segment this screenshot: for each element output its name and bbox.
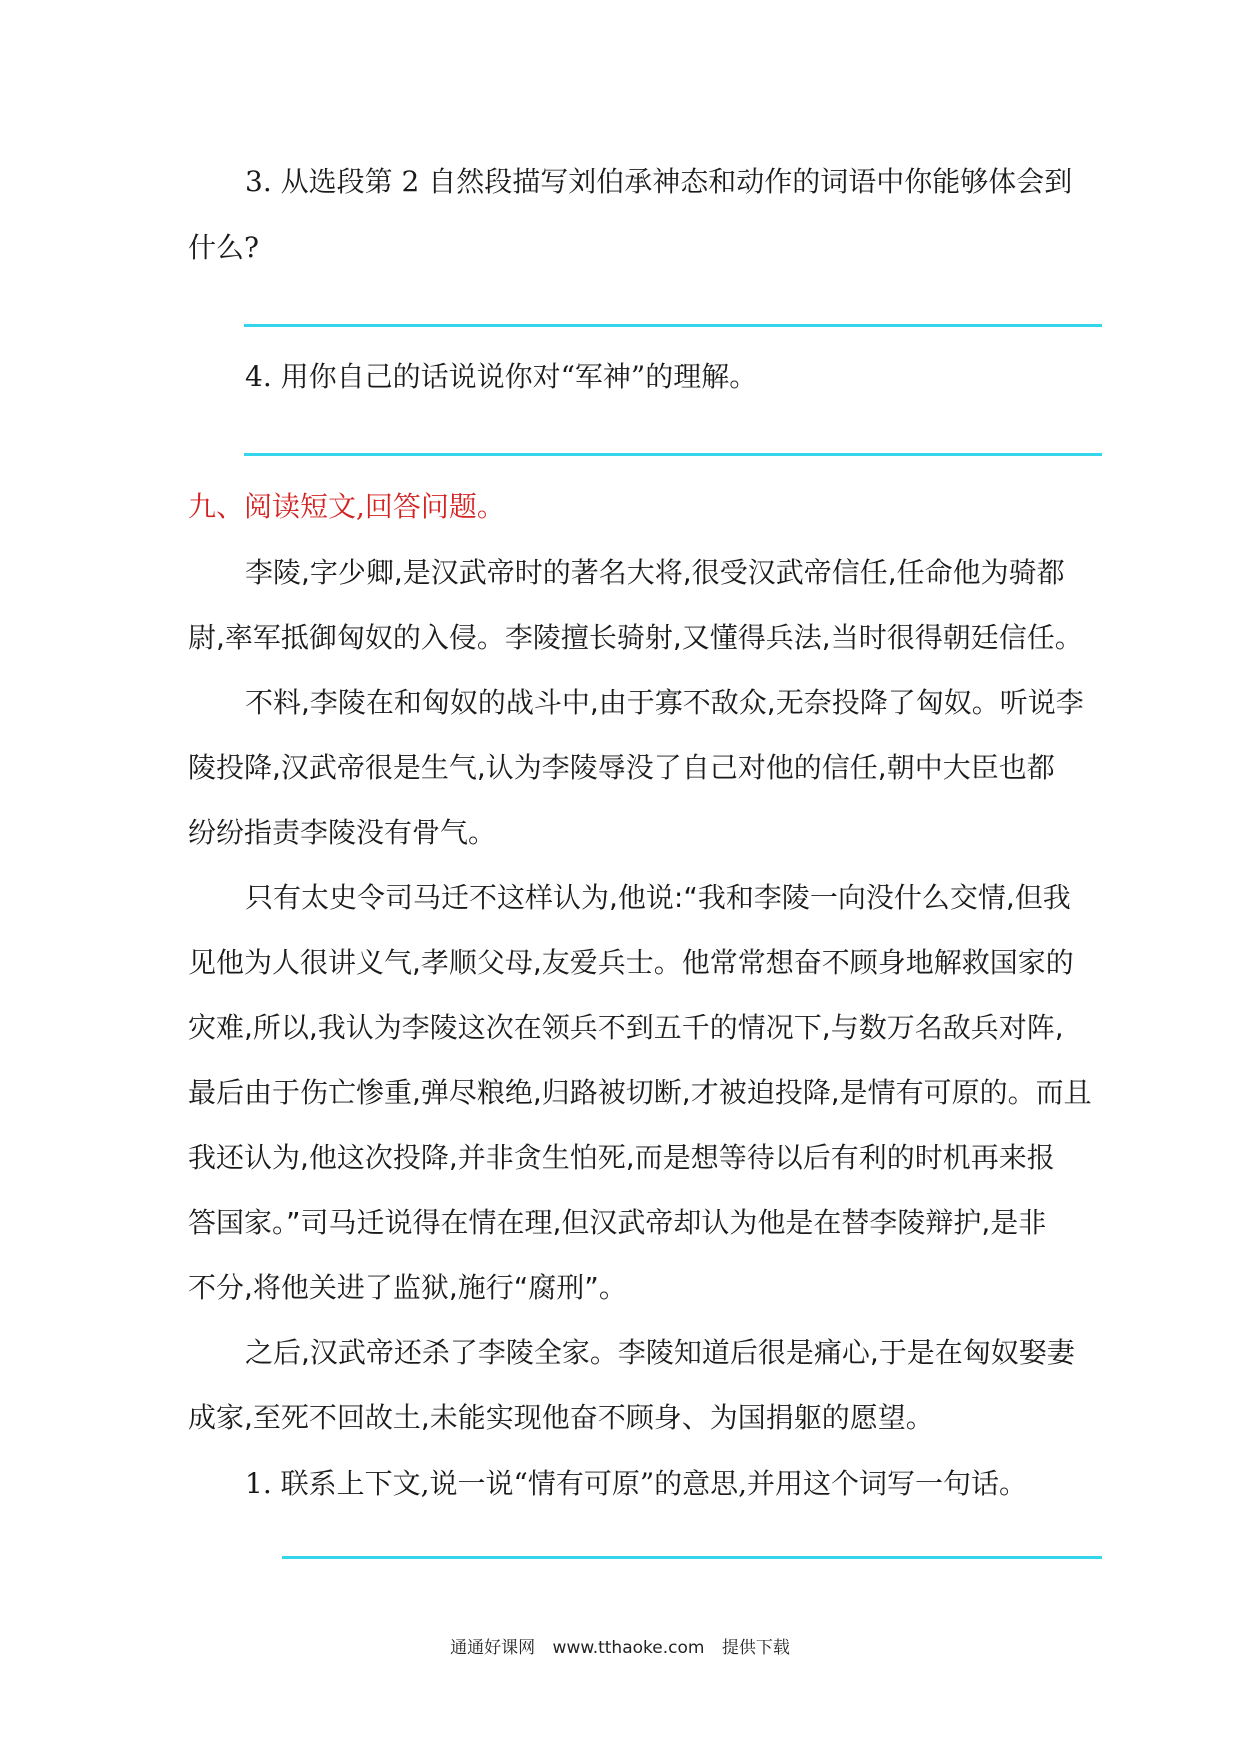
passage-line: 只有太史令司马迁不这样认为,他说:“我和李陵一向没什么交情,但我: [245, 881, 1071, 914]
passage-line: 答国家。”司马迁说得在情在理,但汉武帝却认为他是在替李陵辩护,是非: [188, 1206, 1047, 1239]
page-footer: [0, 1636, 1240, 1660]
passage-line: 陵投降,汉武帝很是生气,认为李陵辱没了自己对他的信任,朝中大臣也都: [188, 751, 1055, 784]
passage-line: 不料,李陵在和匈奴的战斗中,由于寡不敌众,无奈投降了匈奴。听说李: [245, 686, 1084, 719]
question-3-line-2: 什么?: [188, 231, 260, 264]
footer-site-name: 通通好课网: [450, 1638, 536, 1658]
passage-line: 见他为人很讲义气,孝顺父母,友爱兵士。他常常想奋不顾身地解救国家的: [188, 946, 1074, 979]
question-4: 4. 用你自己的话说说你对“军神”的理解。: [245, 360, 758, 393]
passage-line: 之后,汉武帝还杀了李陵全家。李陵知道后很是痛心,于是在匈奴娶妻: [245, 1336, 1075, 1369]
question-3-line-1: 3. 从选段第 2 自然段描写刘伯承神态和动作的词语中你能够体会到: [245, 165, 1073, 198]
answer-line-question-4[interactable]: [244, 453, 1102, 456]
passage-line: 最后由于伤亡惨重,弹尽粮绝,归路被切断,才被迫投降,是情有可原的。而且: [188, 1076, 1092, 1109]
footer-download-text: 提供下载: [721, 1638, 790, 1658]
question-1: 1. 联系上下文,说一说“情有可原”的意思,并用这个词写一句话。: [245, 1467, 1028, 1500]
passage-line: 我还认为,他这次投降,并非贪生怕死,而是想等待以后有利的时机再来报: [188, 1141, 1055, 1174]
passage-line: 李陵,字少卿,是汉武帝时的著名大将,很受汉武帝信任,任命他为骑都: [245, 556, 1065, 589]
footer-url[interactable]: www.tthaoke.com: [552, 1638, 705, 1658]
answer-line-question-1[interactable]: [282, 1556, 1102, 1559]
passage-line: 成家,至死不回故土,未能实现他奋不顾身、为国捐躯的愿望。: [188, 1401, 934, 1434]
passage-line: 灾难,所以,我认为李陵这次在领兵不到五千的情况下,与数万名敌兵对阵,: [188, 1011, 1064, 1044]
passage-line: 尉,率军抵御匈奴的入侵。李陵擅长骑射,又懂得兵法,当时很得朝廷信任。: [188, 621, 1083, 654]
passage-line: 纷纷指责李陵没有骨气。: [188, 816, 497, 849]
passage-line: 不分,将他关进了监狱,施行“腐刑”。: [188, 1271, 627, 1304]
section-heading: 九、阅读短文,回答问题。: [188, 490, 505, 523]
answer-line-question-3[interactable]: [244, 324, 1102, 327]
